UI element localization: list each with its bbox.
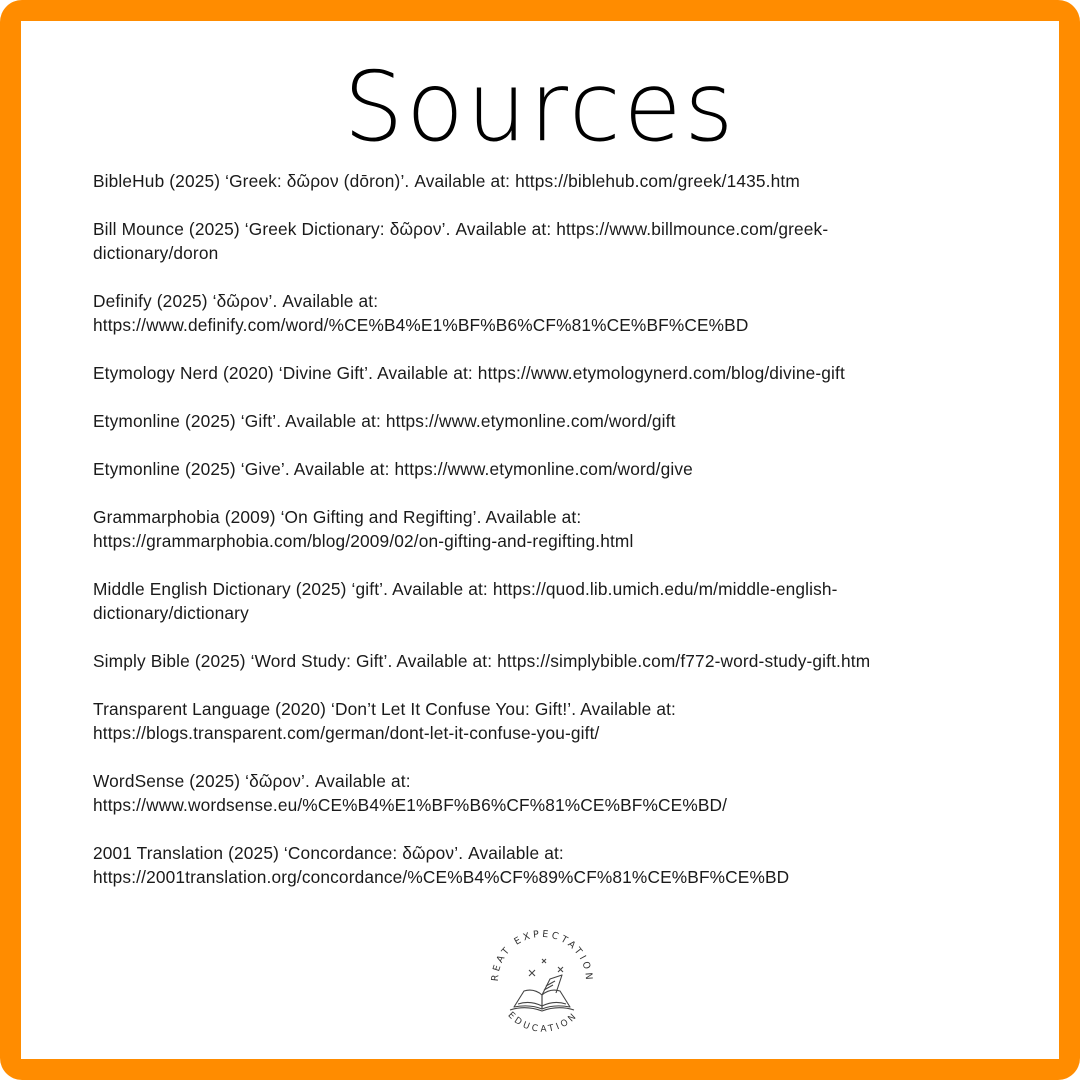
reference-line: BibleHub (2025) ‘Greek: δῶρον (dōron)’. Available at: https://biblehub.com/greek/1435.htm [93, 171, 800, 191]
open-book-icon [510, 975, 574, 1011]
reference-line: WordSense (2025) ‘δῶρον’. Available at: [93, 771, 411, 791]
reference-item [93, 769, 993, 817]
reference-line: Etymonline (2025) ‘Gift’. Available at: https://www.etymonline.com/word/gift [93, 411, 676, 431]
reference-item [93, 169, 993, 193]
reference-line: Definify (2025) ‘δῶρον’. Available at: [93, 291, 379, 311]
sources-card [21, 21, 1059, 1059]
logo-graphic [480, 909, 600, 1039]
reference-line: https://blogs.transparent.com/german/dont-let-it-confuse-you-gift/ [93, 723, 600, 743]
reference-item [93, 457, 993, 481]
reference-line: Bill Mounce (2025) ‘Greek Dictionary: δῶρον’. Available at: https://www.billmounce.com/greek- [93, 219, 829, 239]
reference-line: https://grammarphobia.com/blog/2009/02/on-gifting-and-regifting.html [93, 531, 634, 551]
reference-line: Middle English Dictionary (2025) ‘gift’. Available at: https://quod.lib.umich.edu/m/middle-english- [93, 579, 838, 599]
reference-item [93, 697, 993, 745]
reference-line: https://www.wordsense.eu/%CE%B4%E1%BF%B6%CF%81%CE%BF%CE%BD/ [93, 795, 728, 815]
logo-top-text: REAT EXPECTATION [489, 928, 595, 984]
sparkle-icon [529, 959, 563, 976]
reference-line: dictionary/doron [93, 243, 219, 263]
reference-item [93, 649, 993, 673]
reference-line: Simply Bible (2025) ‘Word Study: Gift’. Available at: https://simplybible.com/f772-word-study-gift.htm [93, 651, 871, 671]
logo-bottom-text: EDUCATION [505, 1010, 581, 1035]
reference-item [93, 409, 993, 433]
great-expectations-education-logo [480, 909, 600, 1039]
reference-line: Etymology Nerd (2020) ‘Divine Gift’. Available at: https://www.etymologynerd.com/blog/divine-gift [93, 363, 845, 383]
reference-line: Transparent Language (2020) ‘Don’t Let It Confuse You: Gift!’. Available at: [93, 699, 677, 719]
reference-item [93, 841, 993, 889]
reference-item [93, 361, 993, 385]
page-title: Sources [343, 51, 737, 163]
reference-line: https://www.definify.com/word/%CE%B4%E1%BF%B6%CF%81%CE%BF%CE%BD [93, 315, 749, 335]
reference-line: https://2001translation.org/concordance/%CE%B4%CF%89%CF%81%CE%BF%CE%BD [93, 867, 790, 887]
reference-list [93, 169, 993, 913]
reference-item [93, 289, 993, 337]
reference-line: dictionary/dictionary [93, 603, 249, 623]
reference-item [93, 577, 993, 625]
reference-line: Grammarphobia (2009) ‘On Gifting and Regifting’. Available at: [93, 507, 582, 527]
reference-line: Etymonline (2025) ‘Give’. Available at: https://www.etymonline.com/word/give [93, 459, 693, 479]
reference-item [93, 505, 993, 553]
reference-line: 2001 Translation (2025) ‘Concordance: δῶρον’. Available at: [93, 843, 564, 863]
reference-item [93, 217, 993, 265]
